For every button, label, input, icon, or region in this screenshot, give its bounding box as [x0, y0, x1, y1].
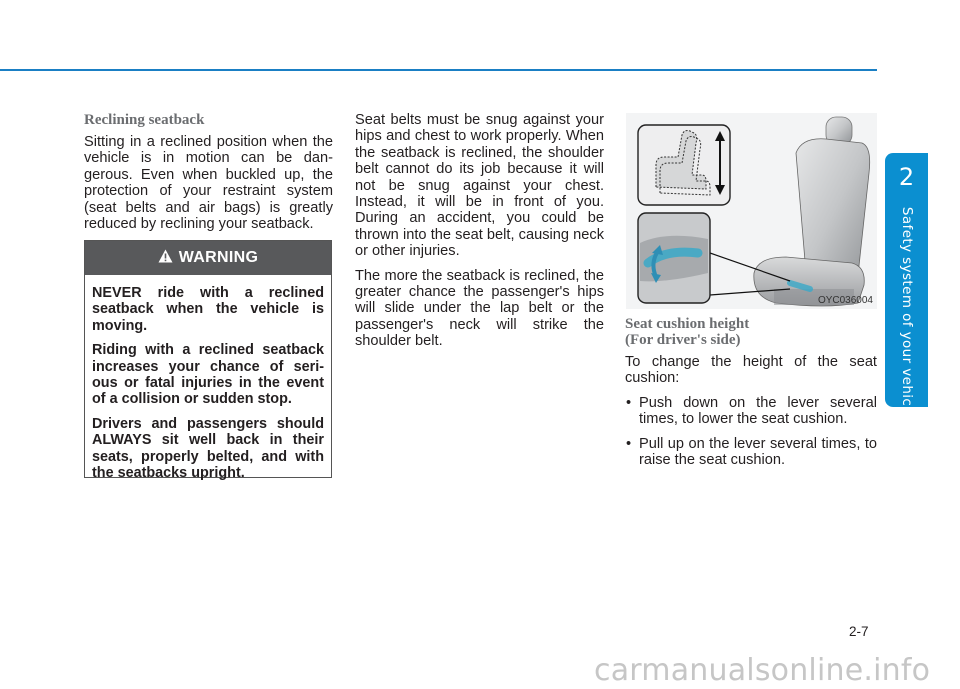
warning-paragraph: Riding with a reclined seatback increases your chance of seri-ous or fatal injuries in the event of a collision or sudden stop. [92, 342, 324, 408]
chapter-number: 2 [898, 163, 915, 191]
section-subheading-cushion: (For driver's side) [625, 332, 741, 348]
page-number: 2-7 [849, 624, 869, 639]
warning-title: WARNING [178, 249, 259, 266]
footer-watermark: carmanualsonline.info [594, 653, 931, 688]
right-column [625, 316, 877, 476]
left-column [84, 112, 333, 240]
section-heading-cushion: Seat cushion height [625, 316, 750, 332]
cushion-intro: To change the height of the seat cushion: [625, 354, 877, 387]
section-heading-reclining: Reclining seatback [84, 112, 205, 128]
list-item: • Pull up on the lever several times, to raise the seat cushion. [625, 436, 877, 469]
figure-code: OYC036004 [817, 295, 873, 306]
seatbelt-paragraph: The more the seatback is reclined, the greater chance the passenger's hips will slide under the lap belt or the passenger's neck will strike the shoulder belt. [355, 267, 604, 350]
seatbelt-paragraph: Seat belts must be snug against your hips and chest to work properly. When the seatback is reclined, the shoulder belt cannot do its job because it will not be snug against your chest. Instead, it will be in front of you. During an accident, you could be thrown into the seat belt, causing neck or other injuries. [355, 112, 604, 260]
chapter-tab[interactable] [885, 153, 928, 420]
chapter-title: Safety system of your vehicle [898, 206, 915, 420]
reclining-paragraph: Sitting in a reclined position when the vehicle is in motion can be dan-gerous. Even when buckled up, the protection of your restraint system (seat belts and air bags) is greatly reduced by reclining your seatback. [84, 134, 333, 233]
warning-paragraph: NEVER ride with a reclined seatback when the vehicle is moving. [92, 285, 324, 334]
seat-drawing [626, 113, 877, 309]
list-item: • Push down on the lever several times, to lower the seat cushion. [625, 395, 877, 428]
cushion-bullet-list [625, 395, 877, 469]
warning-paragraph: Drivers and passengers should ALWAYS sit well back in their seats, properly belted, and with the seatbacks upright. [92, 415, 324, 482]
middle-column [355, 112, 604, 358]
warning-triangle-icon [158, 249, 173, 267]
warning-body [85, 275, 331, 481]
warning-header [85, 241, 331, 275]
seat-illustration [626, 113, 877, 309]
warning-box [84, 240, 332, 482]
top-rule [0, 69, 877, 71]
